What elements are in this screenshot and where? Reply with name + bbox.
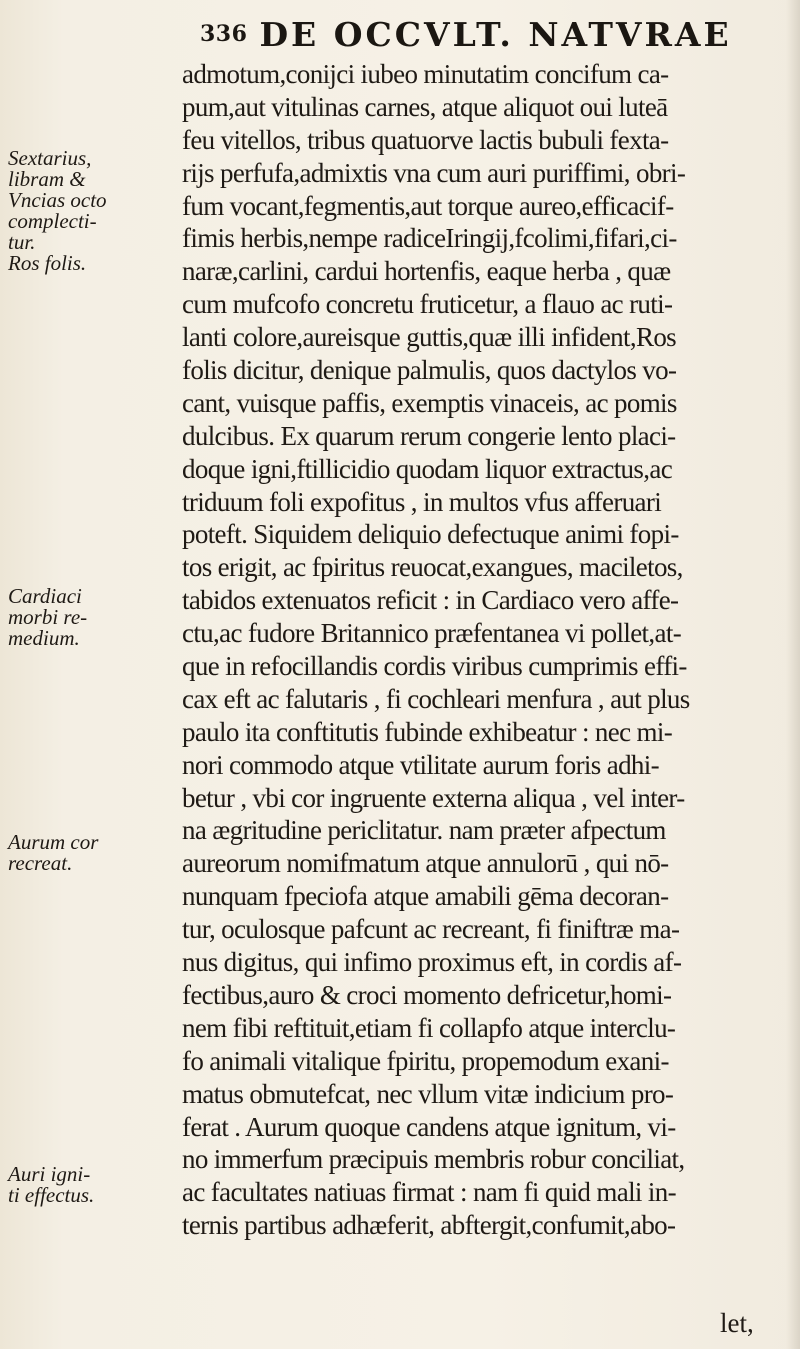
text-line: aureorum nomifmatum atque annulorū , qui nō- [182,848,669,879]
main-text-block [182,58,794,1242]
text-line: fo animali vitalique fpiritu, propemodum exani- [182,1045,669,1076]
margin-note-line: medium. [8,626,80,650]
text-line: na ægritudine periclitatur. nam præter afpectum [182,815,666,846]
margin-note-line: Vncias octo [8,188,107,212]
text-line: rijs perfufa,admixtis vna cum auri puriffimi, obri- [182,157,686,188]
text-line: admotum,conijci iubeo minutatim concifum ca- [182,59,669,89]
text-line: naræ,carlini, cardui hortenfis, eaque herba , quæ [182,256,671,287]
text-line: ferat . Aurum quoque candens atque ignitum, vi- [182,1111,676,1142]
text-line: cum mufcofo concretu fruticetur, a flauo ac ruti- [182,289,673,320]
margin-note-line: recreat. [8,851,73,875]
text-line: feu vitellos, tribus quatuorve lactis bubuli fexta- [182,124,669,155]
text-line: que in refocillandis cordis viribus cumprimis effi- [182,651,687,682]
margin-note-line: tur. [8,230,36,254]
margin-note-line: libram & [8,167,86,191]
text-line: nori commodo atque vtilitate aurum foris adhi- [182,749,659,780]
margin-note-line: complecti- [8,209,97,233]
text-line: ctu,ac fudore Britannico præfentanea vi pollet,at- [182,618,682,649]
text-line: nunquam fpeciofa atque amabili gēma decoran- [182,881,669,912]
margin-note-aurum-cor [8,832,178,874]
margin-note-line: morbi re- [8,605,88,629]
text-line: cax eft ac falutaris , fi cochleari menfura , aut plus [182,683,690,714]
text-line: tabidos extenuatos reficit : in Cardiaco vero affe- [182,585,679,616]
text-line: poteft. Siquidem deliquio defectuque animi fopi- [182,519,679,550]
text-line: fimis herbis,nempe radiceIringij,fcolimi,fifari,ci- [182,223,677,254]
text-line: tos erigit, ac fpiritus reuocat,exangues, maciletos, [182,552,683,583]
catchword: let, [720,1308,754,1338]
text-line: paulo ita conftitutis fubinde exhibeatur : nec mi- [182,716,673,747]
margin-note-line: Sextarius, [8,146,92,170]
margin-note-cardiaci [8,586,178,649]
text-line: pum,aut vitulinas carnes, atque aliquot oui luteā [182,91,668,122]
text-line: no immerfum præcipuis membris robur conciliat, [182,1144,685,1175]
text-line: fectibus,auro & croci momento defricetur,homi- [182,979,672,1010]
text-line: tur, oculosque pafcunt ac recreant, fi finiftræ ma- [182,914,680,945]
margin-note-line: Ros folis. [8,251,87,275]
margin-note-line: Auri igni- [8,1162,91,1186]
text-line: lanti colore,aureisque guttis,quæ illi infident,Ros [182,322,677,353]
margin-note-line: Aurum cor [8,830,99,854]
running-title: DE OCCVLT. NATVRAE [259,14,732,54]
margin-note-sextarius [8,148,178,274]
text-line: betur , vbi cor ingruente externa aliqua , vel inter- [182,782,685,813]
text-line: folis dicitur, denique palmulis, quos dactylos vo- [182,355,677,386]
text-line: fum vocant,fegmentis,aut torque aureo,efficacif- [182,190,674,221]
text-line: ternis partibus adhæferit, abftergit,confumit,abo- [182,1210,676,1241]
text-line: cant, vuisque paffis, exemptis vinaceis, ac pomis [182,387,677,418]
text-line: doque igni,ftillicidio quodam liquor extractus,ac [182,453,673,484]
text-line: triduum foli expofitus , in multos vfus afferuari [182,486,662,517]
text-line: dulcibus. Ex quarum rerum congerie lento placi- [182,420,676,451]
text-line: nem fibi reftituit,etiam fi collapfo atque interclu- [182,1012,676,1043]
margin-note-line: Cardiaci [8,584,82,608]
margin-note-line: ti effectus. [8,1183,95,1207]
text-line: ac facultates natiuas firmat : nam fi quid mali in- [182,1177,676,1208]
margin-note-auri-igniti [8,1164,178,1206]
text-line: matus obmutefcat, nec vllum vitæ indicium pro- [182,1078,674,1109]
page-header [200,12,790,56]
page-number: 336 [200,21,248,47]
text-line: nus digitus, qui infimo proximus eft, in cordis af- [182,947,682,978]
